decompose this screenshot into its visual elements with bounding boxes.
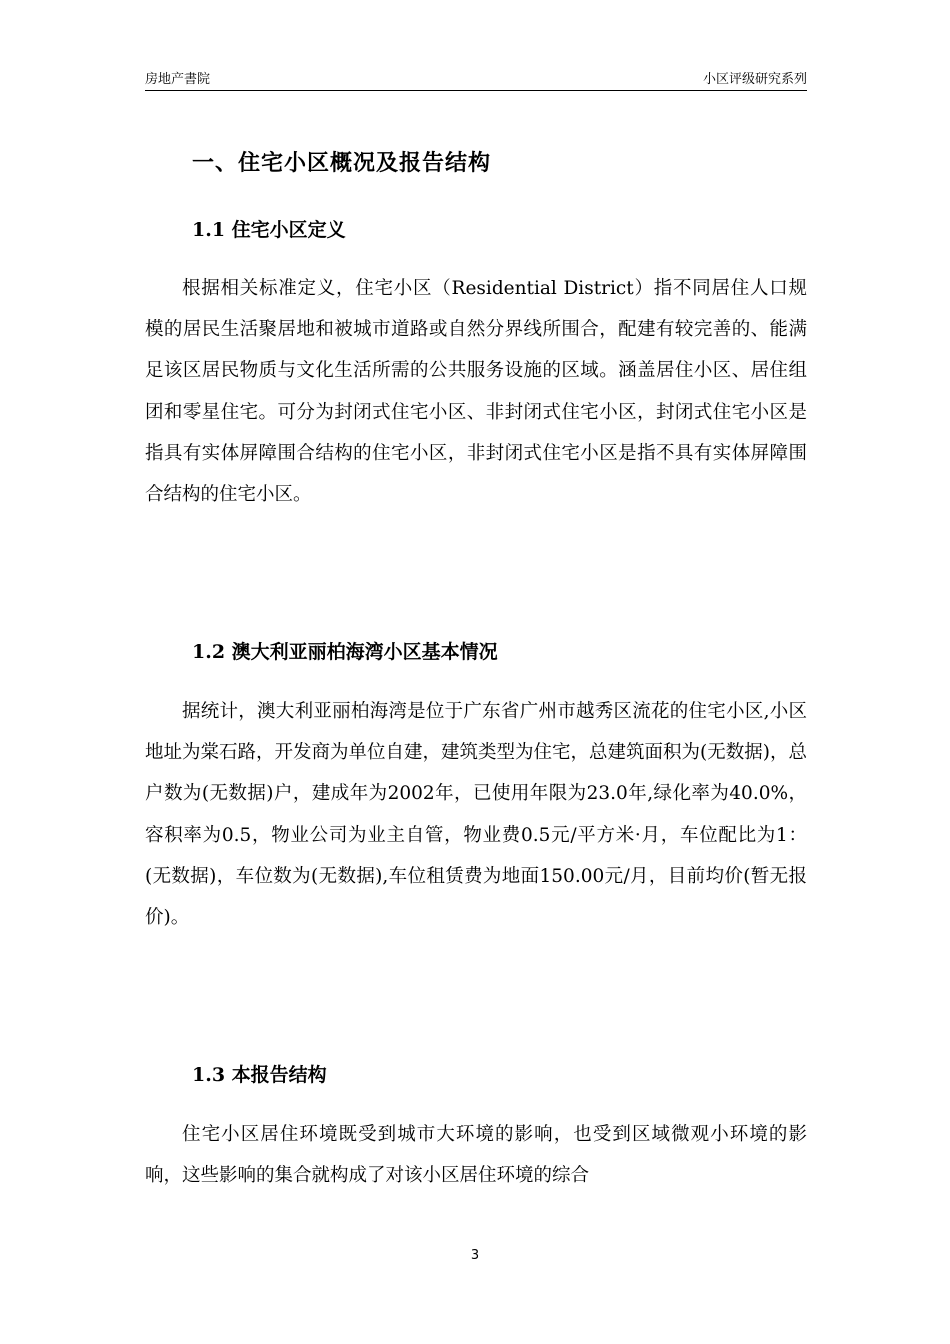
section-title-1-2: 1.2 澳大利亚丽柏海湾小区基本情况 [192, 641, 498, 663]
section-title-1-3: 1.3 本报告结构 [192, 1064, 327, 1086]
page-header [145, 66, 807, 91]
header-publisher: 房地产書院 [145, 72, 211, 87]
section-body-1-2: 据统计，澳大利亚丽柏海湾是位于广东省广州市越秀区流花的住宅小区,小区地址为棠石路，开发商为单位自建，建筑类型为住宅，总建筑面积为(无数据)，总户数为(无数据)户，建成年为2002年，已使用年限为23.0年,绿化率为40.0%，容积率为0.5，物业公司为业主自管，物业费0.5元/平方米·月，车位配比为1：(无数据)，车位数为(无数据),车位租赁费为地面150.00元/月，目前均价(暂无报价)。 [145, 701, 807, 929]
chapter-title: 一、住宅小区概况及报告结构 [192, 150, 492, 176]
section-body-1-3: 住宅小区居住环境既受到城市大环境的影响，也受到区域微观小环境的影响，这些影响的集合就构成了对该小区居住环境的综合 [145, 1124, 807, 1187]
page-number: 3 [470, 1248, 480, 1263]
header-series: 小区评级研究系列 [702, 72, 807, 87]
section-title-1-1: 1.1 住宅小区定义 [192, 219, 346, 241]
section-body-1-1: 根据相关标准定义，住宅小区（Residential District）指不同居住人口规模的居民生活聚居地和被城市道路或自然分界线所围合，配建有较完善的、能满足该区居民物质与文化生活所需的公共服务设施的区域。涵盖居住小区、居住组团和零星住宅。可分为封闭式住宅小区、非封闭式住宅小区，封闭式住宅小区是指具有实体屏障围合结构的住宅小区，非封闭式住宅小区是指不具有实体屏障围合结构的住宅小区。 [145, 278, 807, 506]
